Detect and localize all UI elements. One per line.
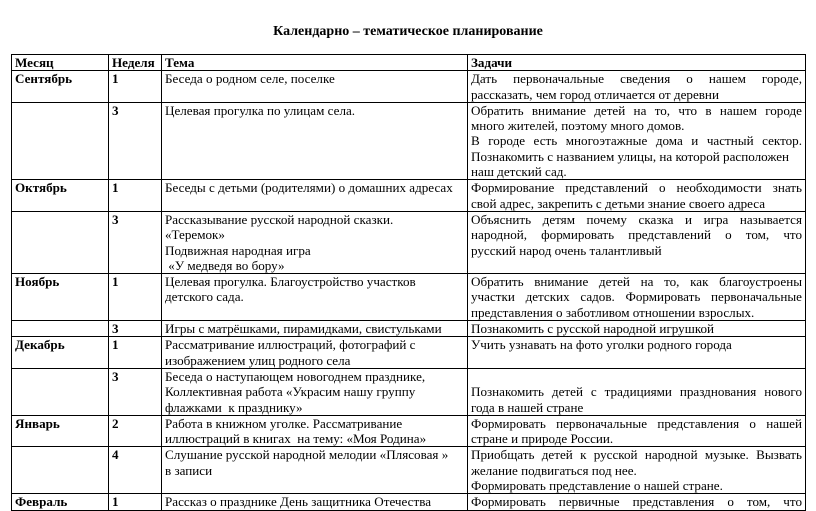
tasks-cell [468, 102, 806, 179]
theme-line: Подвижная народная игра [165, 242, 311, 258]
week-cell: 1 [109, 274, 162, 321]
tasks-line: Формирование представлений о необходимости знать [471, 180, 802, 196]
tasks-line: Познакомить с русской народной игрушкой [471, 321, 715, 337]
week-cell: 3 [109, 211, 162, 273]
tasks-line: Дать первоначальные сведения о нашем городе, [471, 71, 802, 87]
week-cell: 2 [109, 415, 162, 447]
tasks-line: Познакомить детей с традициями празднования нового [471, 384, 802, 400]
theme-line: Рассказ о празднике День защитника Отечества [165, 494, 432, 510]
month-cell: Октябрь [12, 180, 109, 212]
table-row [12, 71, 806, 103]
theme-cell [162, 274, 468, 321]
tasks-cell [468, 71, 806, 103]
theme-line: Целевая прогулка. Благоустройство участков [165, 274, 416, 290]
table-row [12, 180, 806, 212]
month-cell [12, 368, 109, 415]
tasks-line: Формировать представление о нашей стране. [471, 478, 723, 494]
theme-line: Беседа о родном селе, поселке [165, 71, 335, 87]
tasks-line: стране и природе России. [471, 431, 614, 447]
tasks-line: участки детских садов. Формировать первоначальные [471, 289, 802, 305]
table-row [12, 337, 806, 369]
table-header-row [12, 55, 806, 71]
page-title: Календарно – тематическое планирование [273, 24, 543, 39]
tasks-line: народной, формировать представлений о том, что [471, 227, 802, 243]
tasks-line: Обратить внимание детей на то, как благоустроены [471, 274, 802, 290]
theme-line: в записи [165, 462, 213, 478]
theme-cell [162, 211, 468, 273]
table-row [12, 447, 806, 494]
theme-line: Игры с матрёшками, пирамидками, свистульками [165, 321, 442, 337]
theme-cell [162, 180, 468, 212]
table-row [12, 211, 806, 273]
tasks-line: свой адрес, закрепить с детьми знание своего адреса [471, 195, 766, 211]
tasks-line: Познакомить с названием улицы, на которой расположен [471, 148, 790, 164]
theme-line: Целевая прогулка по улицам села. [165, 102, 356, 118]
header-month: Месяц [12, 55, 109, 71]
table-row [12, 274, 806, 321]
tasks-line: рассказать, чем город отличается от деревни [471, 86, 719, 102]
tasks-line: Приобщать детей к русской народной музыке. Вызвать [471, 447, 802, 463]
tasks-line: представления о заботливом отношении взрослых. [471, 304, 755, 320]
theme-cell [162, 71, 468, 103]
month-cell: Январь [12, 415, 109, 447]
theme-line: Рассматривание иллюстраций, фотографий с [165, 337, 416, 353]
week-cell: 1 [109, 494, 162, 510]
theme-line: Слушание русской народной мелодии «Плясовая » [165, 447, 449, 463]
tasks-line: наш детский сад. [471, 164, 567, 180]
table-row [12, 494, 806, 510]
theme-cell [162, 415, 468, 447]
theme-line: Беседы с детьми (родителями) о домашних адресах [165, 180, 453, 196]
tasks-line: Формировать первичные представления о том, что [471, 494, 802, 510]
week-cell: 1 [109, 180, 162, 212]
theme-cell [162, 368, 468, 415]
week-cell: 1 [109, 337, 162, 369]
tasks-cell [468, 211, 806, 273]
theme-cell [162, 337, 468, 369]
tasks-line: много жителей, поэтому много домов. [471, 118, 685, 134]
tasks-line: желание подвигаться под нее. [471, 462, 637, 478]
tasks-cell [468, 337, 806, 369]
week-cell: 3 [109, 321, 162, 337]
week-cell: 1 [109, 71, 162, 103]
theme-cell [162, 321, 468, 337]
tasks-line: русский народ очень талантливый [471, 242, 662, 258]
theme-cell [162, 102, 468, 179]
month-cell [12, 211, 109, 273]
week-cell: 4 [109, 447, 162, 494]
theme-line: Коллективная работа «Украсим нашу группу [165, 384, 416, 400]
header-tasks: Задачи [468, 55, 806, 71]
month-cell: Ноябрь [12, 274, 109, 321]
theme-cell [162, 447, 468, 494]
month-cell: Февраль [12, 494, 109, 510]
tasks-cell [468, 274, 806, 321]
table-row [12, 102, 806, 179]
tasks-line: В городе есть многоэтажные дома и частный сектор. [471, 133, 802, 149]
theme-line: флажками к празднику» [165, 399, 303, 415]
tasks-cell [468, 368, 806, 415]
theme-line: изображением улиц родного села [165, 352, 351, 368]
theme-line: Рассказывание русской народной сказки. [165, 211, 394, 227]
theme-line: детского сада. [165, 289, 244, 305]
theme-line: иллюстраций в книгах на тему: «Моя Родина» [165, 431, 427, 447]
tasks-cell [468, 180, 806, 212]
theme-cell [162, 494, 468, 510]
table-row [12, 415, 806, 447]
tasks-line [471, 369, 802, 384]
tasks-line: Объяснить детям почему сказка и игра называется [471, 211, 802, 227]
tasks-cell [468, 447, 806, 494]
theme-line: Работа в книжном уголке. Рассматривание [165, 415, 403, 431]
theme-line: Беседа о наступающем новогоднем празднике, [165, 368, 426, 384]
tasks-line: Учить узнавать на фото уголки родного города [471, 337, 732, 353]
month-cell [12, 447, 109, 494]
tasks-cell [468, 494, 806, 510]
tasks-cell [468, 321, 806, 337]
theme-line: «Теремок» [165, 227, 225, 243]
theme-line: «У медведя во бору» [165, 257, 285, 273]
header-theme: Тема [162, 55, 468, 71]
table-row [12, 368, 806, 415]
week-cell: 3 [109, 368, 162, 415]
month-cell: Декабрь [12, 337, 109, 369]
planning-table [11, 54, 806, 511]
tasks-line: года в нашей стране [471, 399, 584, 415]
week-cell: 3 [109, 102, 162, 179]
header-week: Неделя [109, 55, 162, 71]
table-row [12, 321, 806, 337]
month-cell: Сентябрь [12, 71, 109, 103]
month-cell [12, 321, 109, 337]
tasks-line: Формировать первоначальные представления о нашей [471, 415, 802, 431]
tasks-cell [468, 415, 806, 447]
month-cell [12, 102, 109, 179]
tasks-line: Обратить внимание детей на то, что в нашем городе [471, 102, 802, 118]
